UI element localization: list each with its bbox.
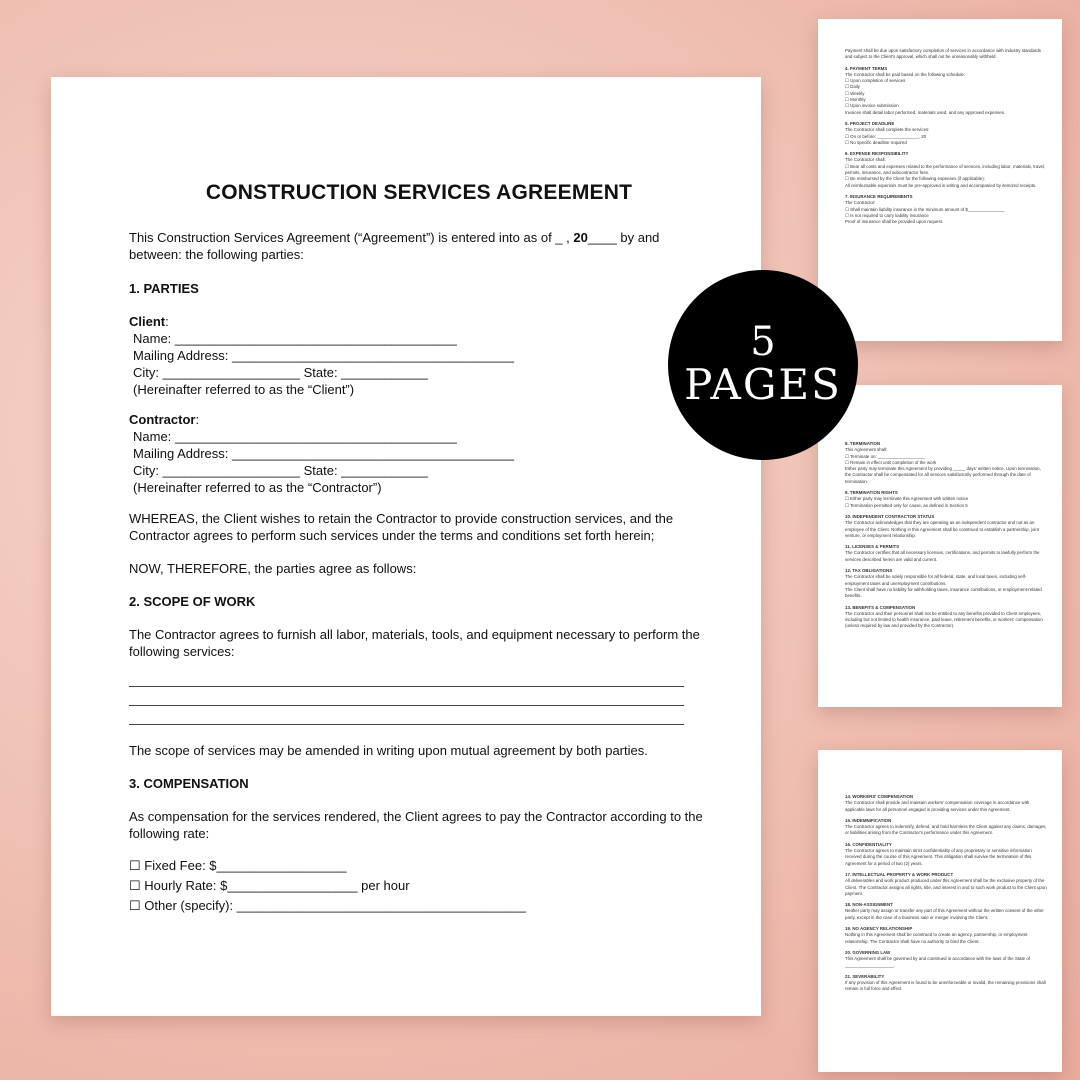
compensation-paragraph: As compensation for the services rendered, the Client agrees to pay the Contractor according to the following rate: (129, 809, 703, 841)
mini-section-heading: 12. TAX OBLIGATIONS (845, 568, 893, 574)
intro-year: 20 (573, 230, 588, 245)
client-reference: (Hereinafter referred to as the “Client”) (133, 382, 355, 397)
contractor-address-field[interactable]: Mailing Address: _______________________________________ (133, 446, 514, 461)
mini-text-line: The Contractor shall be paid based on the following schedule: (845, 71, 966, 77)
blank-line[interactable] (129, 706, 684, 725)
mini-section-heading: 8. TERMINATION (845, 441, 881, 446)
page-count-number: 5 (750, 319, 776, 365)
mini-section-heading: 11. LICENSES & PERMITS (845, 544, 900, 550)
mini-section-heading: 15. INDEMNIFICATION (845, 817, 892, 823)
mini-text-line: The Client shall have no liability for withholding taxes, insurance contributions, or employment-related benefits. (845, 586, 1042, 599)
intro-text-1: This Construction Services Agreement (“Agreement”) is entered into as of _ , (129, 230, 574, 245)
mini-text-line: The Contractor shall complete the services: (845, 127, 930, 133)
mini-text-line: ☐ Termination permitted only for cause, as defined in Section 5 (845, 502, 968, 508)
mini-text-line: The Contractor: (845, 200, 876, 206)
mini-text-line: ☐ Upon completion of services (845, 78, 906, 84)
now-therefore-paragraph: NOW, THEREFORE, the parties agree as follows: (129, 561, 417, 576)
hourly-rate-option[interactable]: ☐ Hourly Rate: $__________________ per hour (129, 878, 410, 893)
mini-text-line: The Contractor shall be solely responsible for all federal, state, and local taxes, including self-employment taxes and unemployment contributions. (845, 574, 1027, 586)
mini-section-heading: 9. TERMINATION RIGHTS (845, 490, 898, 496)
mini-text-line: ☐ Bear all costs and expenses related to the performance of services, including labor, materials, travel, permits, insurance, and subcontractor fees. (845, 163, 1046, 176)
mini-section-heading: 13. BENEFITS & COMPENSATION (845, 604, 916, 610)
client-label: Client (129, 314, 166, 329)
mini-text-line: Either party may terminate this Agreement by providing _____ days' written notice. Upon termination, the Contractor shall be compensated for all services satisfactorily performed through the date of termination. (845, 466, 1041, 484)
client-name-field[interactable]: Name: _______________________________________ (133, 331, 457, 346)
mini-text-line: ☐ Weekly (845, 90, 865, 96)
mini-text-line: ☐ On or before: _________________, 20 (845, 133, 927, 139)
mini-section-heading: 5. PROJECT DEADLINE (845, 120, 895, 126)
blank-line[interactable] (129, 668, 684, 687)
mini-text-line: Neither party may assign or transfer any part of this Agreement without the written consent of the other party, except in the case of a business sale or merger involving the Client. (845, 908, 1044, 920)
mini-text-line: ☐ Remain in effect until completion of the work (845, 459, 937, 465)
mini-section-heading: 14. WORKERS' COMPENSATION (845, 794, 914, 799)
mini-text-line: All deliverables and work product produced under this Agreement shall be the exclusive property of the Client. The Contractor assigns all rights, title, and interest in and to such work product to the Client upon payment. (845, 878, 1047, 896)
contractor-label: Contractor (129, 412, 196, 427)
mini-text-line: Proof of insurance shall be provided upon request. (845, 219, 944, 225)
mini-text-line: The Contractor shall: (845, 157, 886, 163)
client-city-state-field[interactable]: City: ___________________ State: ____________ (133, 365, 428, 380)
mini-section-heading: 18. NON-ASSIGNMENT (845, 902, 893, 908)
mini-section-heading: 16. CONFIDENTIALITY (845, 841, 892, 847)
mini-text-line: ☐ Daily (845, 84, 860, 90)
contractor-block-label: Contractor: (129, 412, 200, 427)
mini-text-line: The Contractor agrees to indemnify, defend, and hold harmless the Client against any claims, damages, or liabilities arising from the Contractor's performance under this Agreement. (845, 824, 1047, 836)
mini-text-line: Payment shall be due upon satisfactory completion of services in accordance with industry standards and subject to the Client's approval, which shall not be unreasonably withheld. (845, 48, 1041, 60)
mini-text-line: ☐ Either party may terminate this Agreement with written notice (845, 496, 969, 502)
preview-page-4 (818, 750, 1062, 1072)
mini-section-heading: 4. PAYMENT TERMS (845, 65, 888, 71)
contractor-name-field[interactable]: Name: _______________________________________ (133, 429, 457, 444)
compensation-options (129, 856, 709, 916)
document-title: CONSTRUCTION SERVICES AGREEMENT (205, 181, 633, 204)
mini-text-line: Nothing in this Agreement shall be construed to create an agency, partnership, or employment relationship. The Contractor shall have no authority to bind the Client. (845, 932, 1028, 944)
mini-section-heading: 6. EXPENSE RESPONSIBILITY (845, 151, 909, 157)
mini-section-heading: 7. INSURANCE REQUIREMENTS (845, 193, 913, 199)
mini-text-line: ☐ Monthly (845, 97, 866, 103)
mini-text-line: Invoices shall detail labor performed, materials used, and any approved expenses. (845, 109, 1006, 115)
contractor-city-state-field[interactable]: City: ___________________ State: ____________ (133, 463, 428, 478)
mini-text-line: This Agreement shall: (845, 447, 888, 453)
preview-page-3 (818, 385, 1062, 707)
mini-text-line: ☐ Terminate on: ___________________ (845, 453, 925, 459)
mini-section-heading: 17. INTELLECTUAL PROPERTY & WORK PRODUCT (845, 871, 954, 877)
mini-text-line: If any provision of this Agreement is found to be unenforceable or invalid, the remaining provisions shall remain in full force and effect. (845, 980, 1046, 992)
scope-blank-lines[interactable] (129, 668, 684, 725)
mini-section-heading: 20. GOVERNING LAW (845, 949, 891, 955)
client-block-label: Client: (129, 314, 169, 329)
mini-text-line: All reimbursable expenses must be pre-approved in writing and accompanied by itemized receipts. (845, 182, 1037, 188)
scope-paragraph: The Contractor agrees to furnish all labor, materials, tools, and equipment necessary to perform the following services: (129, 627, 700, 659)
mini-text-line: ☐ Shall maintain liability insurance in the minimum amount of $_______________ (845, 206, 1005, 212)
section-parties-heading: 1. PARTIES (129, 281, 199, 296)
fixed-fee-option[interactable]: ☐ Fixed Fee: $__________________ (129, 858, 347, 873)
mini-section-heading: 10. INDEPENDENT CONTRACTOR STATUS (845, 513, 935, 519)
mini-text-line: ☐ No specific deadline required (845, 139, 907, 145)
main-document-page (51, 77, 761, 1016)
client-address-field[interactable]: Mailing Address: _______________________________________ (133, 348, 514, 363)
mini-text-line: The Contractor agrees to maintain strict confidentiality of any proprietary or sensitive information received during the course of this Agreement. This obligation shall survive the termination of this Agreement for a period of two (2) years. (845, 848, 1032, 866)
intro-text-2: ____ by and between: the following parties: (129, 230, 660, 262)
page-count-badge (668, 270, 858, 460)
mini-text-line: The Contractor shall provide and maintain workers' compensation coverage in accordance with applicable laws for all personnel engaged in providing services under this Agreement. (845, 800, 1030, 812)
intro-paragraph (129, 229, 709, 263)
mini-text-line: The Contractor and their personnel shall not be entitled to any benefits provided to Client employees, including but not limited to health insurance, paid leave, retirement benefits, or workers' compensation (unless required by law and provided by the Contractor). (845, 610, 1043, 629)
mini-text-line: The Contractor certifies that all necessary licenses, certifications, and permits to lawfully perform the services described herein are valid and current. (845, 550, 1040, 562)
whereas-paragraph: WHEREAS, the Client wishes to retain the Contractor to provide construction services, and the Contractor agrees to perform such services under the terms and conditions set forth herein; (129, 511, 674, 543)
mini-text-line: The Contractor acknowledges that they are operating as an independent contractor and not as an employee of the Client. Nothing in this Agreement shall be construed to establish a partnership, joint venture, or employment relationship. (845, 520, 1040, 538)
blank-line[interactable] (129, 687, 684, 706)
mini-text-line: This Agreement shall be governed by and construed in accordance with the laws of the State of ____________________. (845, 956, 1031, 968)
preview-page-2 (818, 19, 1062, 341)
mini-section-heading: 21. SEVERABILITY (845, 973, 885, 979)
mini-text-line: ☐ Is not required to carry liability insurance (845, 212, 929, 218)
other-option[interactable]: ☐ Other (specify): ________________________________________ (129, 898, 526, 913)
mini-text-line: ☐ Upon invoice submission (845, 103, 899, 109)
contractor-reference: (Hereinafter referred to as the “Contractor”) (133, 480, 382, 495)
mini-text-line: ☐ Be reimbursed by the Client for the following expenses (if applicable): (845, 176, 985, 182)
section-scope-heading: 2. SCOPE OF WORK (129, 594, 256, 609)
amend-paragraph: The scope of services may be amended in writing upon mutual agreement by both parties. (129, 743, 648, 758)
page-count-label: PAGES (684, 360, 842, 409)
section-compensation-heading: 3. COMPENSATION (129, 776, 249, 791)
mini-section-heading: 19. NO AGENCY RELATIONSHIP (845, 926, 913, 932)
